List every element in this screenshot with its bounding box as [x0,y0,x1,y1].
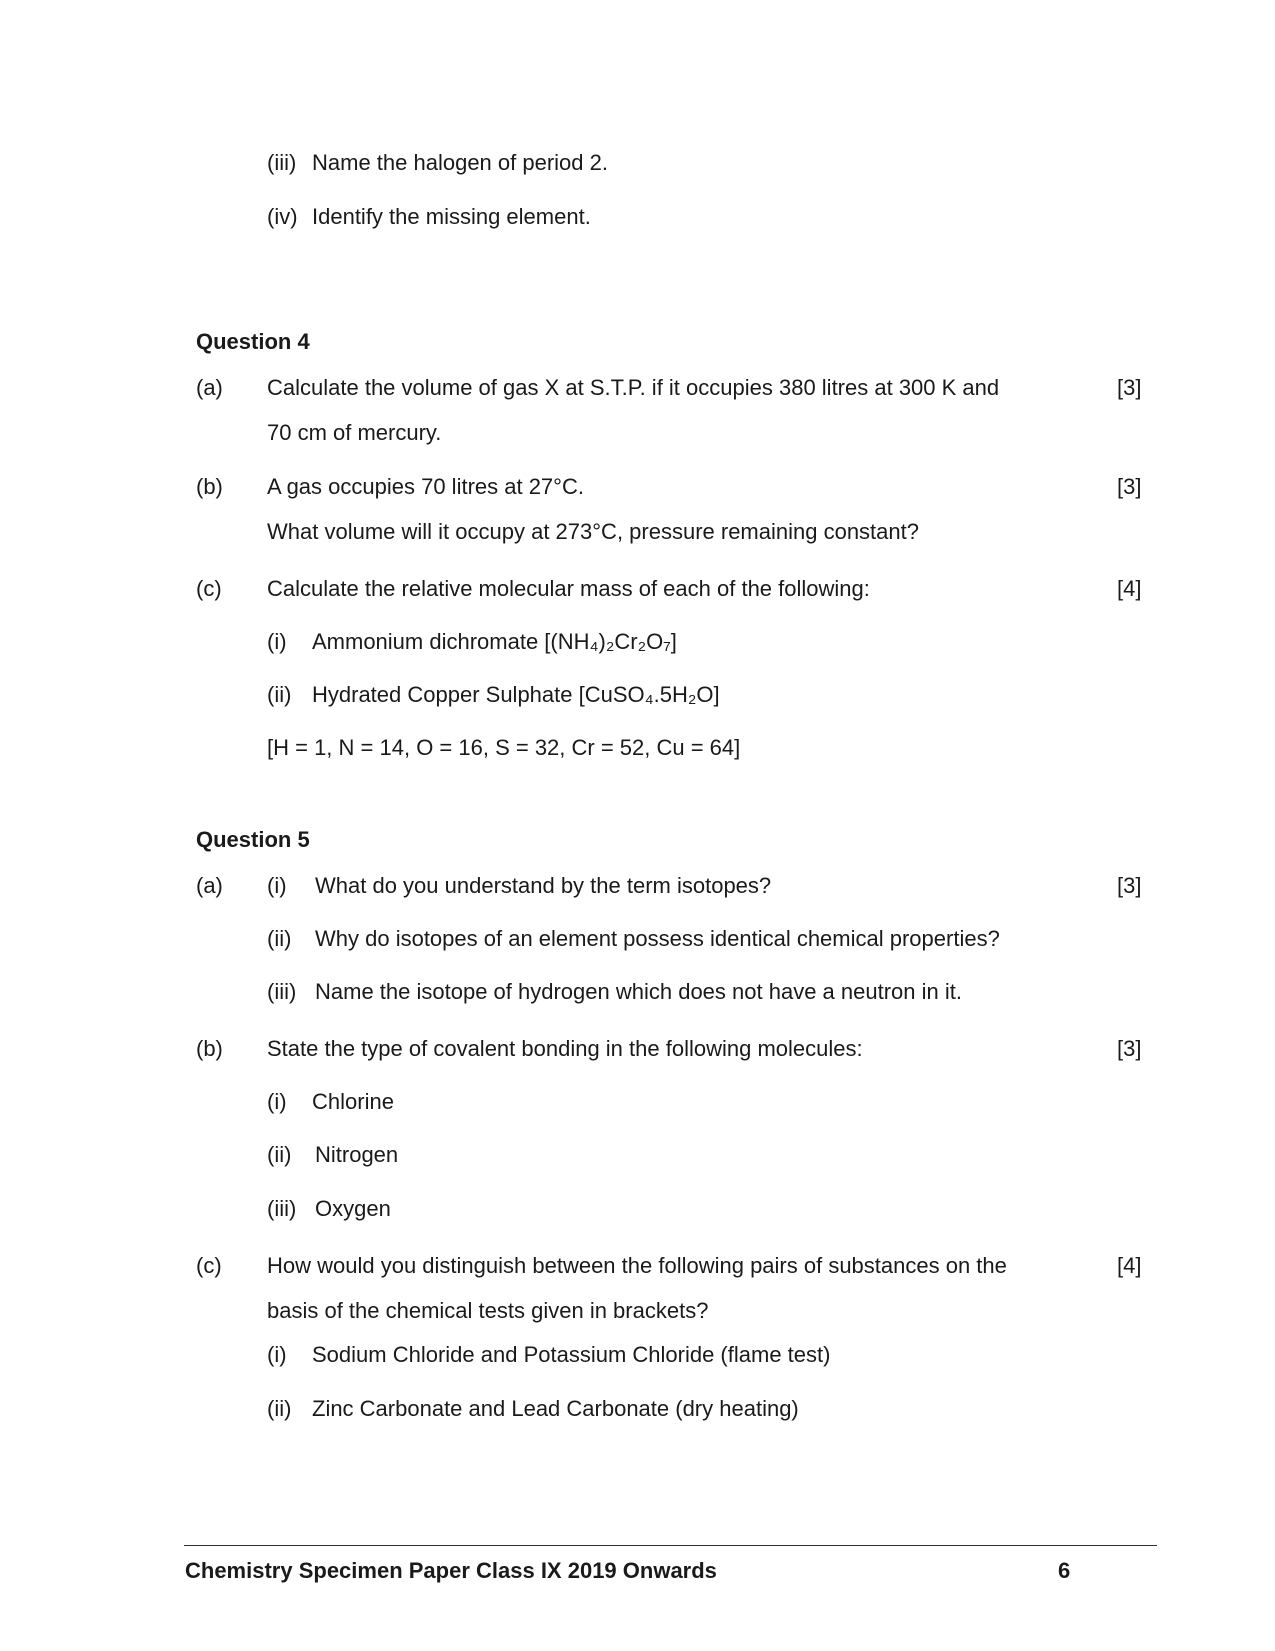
footer-title: Chemistry Specimen Paper Class IX 2019 Onwards [185,1558,717,1583]
item-text: Identify the missing element. [312,204,591,229]
part-text: How would you distinguish between the following pairs of substances on the [267,1253,1007,1278]
marks: [3] [1117,1036,1142,1061]
subitem-text: Zinc Carbonate and Lead Carbonate (dry heating) [312,1396,799,1421]
marks: [3] [1117,375,1142,400]
footer-rule [184,1545,1157,1546]
subitem-label: (i) [267,629,287,654]
part-label: (c) [196,1253,222,1278]
marks: [4] [1117,1253,1142,1278]
page-number: 6 [1058,1558,1071,1583]
subitem-text: Ammonium dichromate [(NH₄)₂Cr₂O₇] [312,629,677,654]
part-label: (a) [196,375,223,400]
given-values: [H = 1, N = 14, O = 16, S = 32, Cr = 52, Cu = 64] [267,735,741,760]
subitem-text: What do you understand by the term isotopes? [315,873,772,898]
question-heading: Question 5 [196,827,310,852]
subitem-label: (ii) [267,682,292,707]
subitem-label: (i) [267,1089,287,1114]
subitem-text: Oxygen [315,1196,391,1221]
item-label: (iii) [267,150,297,175]
item-label: (iv) [267,204,298,229]
question-heading: Question 4 [196,329,310,354]
part-text: basis of the chemical tests given in brackets? [267,1298,709,1323]
subitem-label: (ii) [267,1142,292,1167]
subitem-text: Why do isotopes of an element possess identical chemical properties? [315,926,1000,951]
subitem-label: (iii) [267,1196,297,1221]
subitem-text: Chlorine [312,1089,394,1114]
marks: [3] [1117,873,1142,898]
part-text: A gas occupies 70 litres at 27°C. [267,474,584,499]
part-text: What volume will it occupy at 273°C, pressure remaining constant? [267,519,919,544]
part-text: 70 cm of mercury. [267,420,442,445]
subitem-text: Name the isotope of hydrogen which does not have a neutron in it. [315,979,962,1004]
part-label: (c) [196,576,222,601]
subitem-label: (iii) [267,979,297,1004]
part-label: (b) [196,1036,223,1061]
subitem-label: (ii) [267,1396,292,1421]
subitem-label: (ii) [267,926,292,951]
marks: [3] [1117,474,1142,499]
marks: [4] [1117,576,1142,601]
subitem-text: Sodium Chloride and Potassium Chloride (flame test) [312,1342,831,1367]
part-text: State the type of covalent bonding in the following molecules: [267,1036,863,1061]
subitem-label: (i) [267,1342,287,1367]
subitem-text: Nitrogen [315,1142,399,1167]
item-text: Name the halogen of period 2. [312,150,608,175]
subitem-label: (i) [267,873,287,898]
part-text: Calculate the volume of gas X at S.T.P. if it occupies 380 litres at 300 K and [267,375,1000,400]
part-label: (a) [196,873,223,898]
part-label: (b) [196,474,223,499]
part-text: Calculate the relative molecular mass of each of the following: [267,576,870,601]
subitem-text: Hydrated Copper Sulphate [CuSO₄.5H₂O] [312,682,720,707]
